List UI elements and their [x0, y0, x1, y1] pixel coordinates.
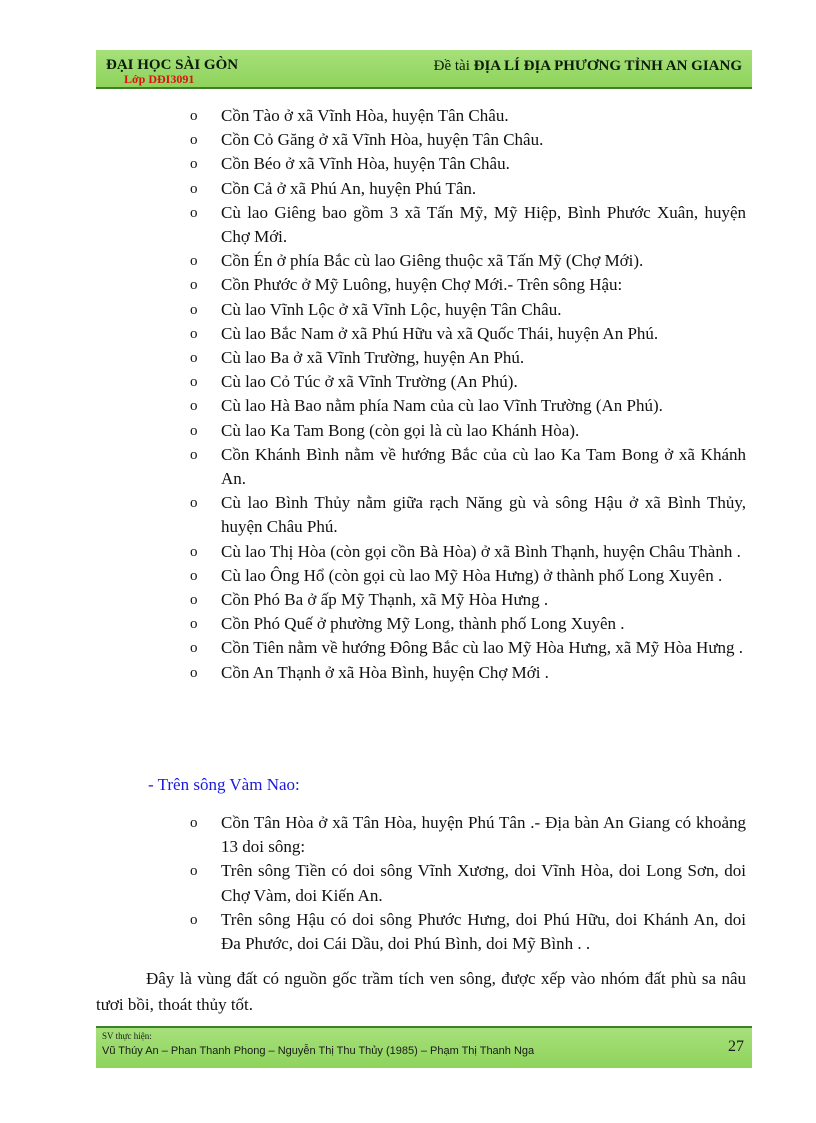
list-item-text: Cù lao Bắc Nam ở xã Phú Hữu và xã Quốc Thái, huyện An Phú.: [221, 323, 659, 343]
list-item-text: Cồn Khánh Bình nằm về hướng Bắc của cù lao Ka Tam Bong ở xã Khánh An.: [221, 444, 746, 489]
list-item-text: Cồn Tào ở xã Vĩnh Hòa, huyện Tân Châu.: [221, 106, 509, 125]
list-item-text: Trên sông Hậu có doi sông Phước Hưng, doi Phú Hữu, doi Khánh An, doi Đa Phước, doi Cái Dầu, doi Phú Bình, doi Mỹ Bình . .: [221, 909, 746, 954]
list-item-text: Cù lao Ông Hổ (còn gọi cù lao Mỹ Hòa Hưng) ở thành phố Long Xuyên .: [221, 565, 723, 585]
list-item-text: Cồn Én ở phía Bắc cù lao Giêng thuộc xã Tấn Mỹ (Chợ Mới).: [221, 251, 644, 271]
circle-bullet-icon: o: [190, 640, 198, 657]
footer-authors: Vũ Thúy An – Phan Thanh Phong – Nguyễn Thị Thu Thủy (1985) – Phạm Thị Thanh Nga: [102, 1045, 535, 1057]
circle-bullet-icon: o: [190, 567, 198, 584]
list-item: [190, 540, 746, 564]
list-item: [190, 201, 746, 249]
circle-bullet-icon: o: [190, 543, 198, 560]
circle-bullet-icon: o: [190, 204, 198, 221]
list-item: [190, 636, 746, 660]
circle-bullet-icon: o: [190, 301, 198, 318]
list-item: [190, 346, 746, 370]
topic-name: ĐỊA LÍ ĐỊA PHƯƠNG TỈNH AN GIANG: [473, 58, 742, 74]
footer-label: SV thực hiện:: [102, 1031, 152, 1041]
list-item: [190, 322, 746, 346]
circle-bullet-icon: o: [190, 863, 198, 880]
list-item-text: Cù lao Ka Tam Bong (còn gọi là cù lao Khánh Hòa).: [221, 420, 580, 440]
list-item: [190, 370, 746, 394]
list-item-text: Cù lao Thị Hòa (còn gọi cồn Bà Hòa) ở xã Bình Thạnh, huyện Châu Thành .: [221, 541, 741, 561]
list-item: [190, 128, 746, 152]
list-item: [190, 661, 746, 685]
list-item-text: Cù lao Bình Thủy nằm giữa rạch Năng gù và sông Hậu ở xã Bình Thủy, huyện Châu Phú.: [221, 493, 746, 537]
list-item: [190, 298, 746, 322]
list-item-text: Cồn Cả ở xã Phú An, huyện Phú Tân.: [221, 178, 477, 198]
list-item: [190, 811, 746, 859]
list-item-text: Cù lao Giêng bao gồm 3 xã Tấn Mỹ, Mỹ Hiệp, Bình Phước Xuân, huyện Chợ Mới.: [221, 202, 746, 247]
topic-prefix: Đề tài: [433, 58, 474, 74]
page-number: 27: [728, 1038, 744, 1055]
body-paragraph: Đây là vùng đất có nguồn gốc trầm tích ven sông, được xếp vào nhóm đất phù sa nâu tươi bồi, thoát thủy tốt.: [96, 969, 746, 1014]
list-item: [190, 177, 746, 201]
circle-bullet-icon: o: [190, 815, 198, 831]
circle-bullet-icon: o: [190, 664, 198, 681]
circle-bullet-icon: o: [190, 398, 198, 415]
circle-bullet-icon: o: [190, 495, 198, 512]
circle-bullet-icon: o: [190, 253, 198, 270]
list-item: [190, 419, 746, 443]
list-item-text: Cồn Phó Quế ở phường Mỹ Long, thành phố Long Xuyên .: [221, 614, 625, 634]
islands-list: [190, 104, 746, 685]
list-item-text: Cồn Phước ở Mỹ Luông, huyện Chợ Mới.- Trên sông Hậu:: [221, 275, 623, 295]
circle-bullet-icon: o: [190, 325, 198, 342]
list-item-text: Cù lao Hà Bao nằm phía Nam của cù lao Vĩnh Trường (An Phú).: [221, 396, 663, 416]
circle-bullet-icon: o: [190, 616, 198, 633]
list-item-text: Cồn Cỏ Găng ở xã Vĩnh Hòa, huyện Tân Châu.: [221, 130, 544, 150]
list-item: [190, 273, 746, 297]
list-item-text: Cồn Tiên nằm về hướng Đông Bắc cù lao Mỹ Hòa Hưng, xã Mỹ Hòa Hưng .: [221, 638, 744, 658]
class-code: Lớp DĐI3091: [124, 72, 195, 86]
circle-bullet-icon: o: [190, 422, 198, 439]
list-item-text: Cồn An Thạnh ở xã Hòa Bình, huyện Chợ Mới .: [221, 662, 549, 682]
circle-bullet-icon: o: [190, 132, 198, 149]
list-item: [190, 859, 746, 907]
circle-bullet-icon: o: [190, 277, 198, 294]
circle-bullet-icon: o: [190, 156, 198, 173]
list-item: [190, 908, 746, 956]
list-item-text: Cồn Tân Hòa ở xã Tân Hòa, huyện Phú Tân .- Địa bàn An Giang có khoảng 13 doi sông:: [221, 813, 746, 857]
list-item: [190, 104, 746, 128]
list-item: [190, 152, 746, 176]
circle-bullet-icon: o: [190, 350, 198, 367]
list-item: [190, 491, 746, 539]
university-name: ĐẠI HỌC SÀI GÒN: [106, 57, 239, 73]
circle-bullet-icon: o: [190, 374, 198, 391]
circle-bullet-icon: o: [190, 108, 198, 124]
list-item: [190, 249, 746, 273]
list-item: [190, 588, 746, 612]
page-footer: [96, 1026, 752, 1068]
circle-bullet-icon: o: [190, 446, 198, 463]
list-item-text: Trên sông Tiền có doi sông Vĩnh Xương, doi Vĩnh Hòa, doi Long Sơn, doi Chợ Vàm, doi Kiến An.: [221, 861, 746, 905]
circle-bullet-icon: o: [190, 911, 198, 928]
list-item-text: Cù lao Cỏ Túc ở xã Vĩnh Trường (An Phú).: [221, 372, 518, 392]
section-subheading: - Trên sông Vàm Nao:: [148, 775, 300, 794]
list-item: [190, 564, 746, 588]
list-item-text: Cù lao Ba ở xã Vĩnh Trường, huyện An Phú.: [221, 348, 525, 368]
circle-bullet-icon: o: [190, 592, 198, 609]
vam-nao-list: [190, 811, 746, 956]
list-item: [190, 612, 746, 636]
circle-bullet-icon: o: [190, 180, 198, 197]
topic-title: [434, 58, 742, 75]
page-header: [96, 50, 752, 89]
list-item-text: Cù lao Vĩnh Lộc ở xã Vĩnh Lộc, huyện Tân Châu.: [221, 299, 562, 319]
list-item-text: Cồn Phó Ba ở ấp Mỹ Thạnh, xã Mỹ Hòa Hưng .: [221, 590, 549, 610]
list-item: [190, 443, 746, 491]
list-item-text: Cồn Béo ở xã Vĩnh Hòa, huyện Tân Châu.: [221, 154, 510, 174]
list-item: [190, 394, 746, 418]
